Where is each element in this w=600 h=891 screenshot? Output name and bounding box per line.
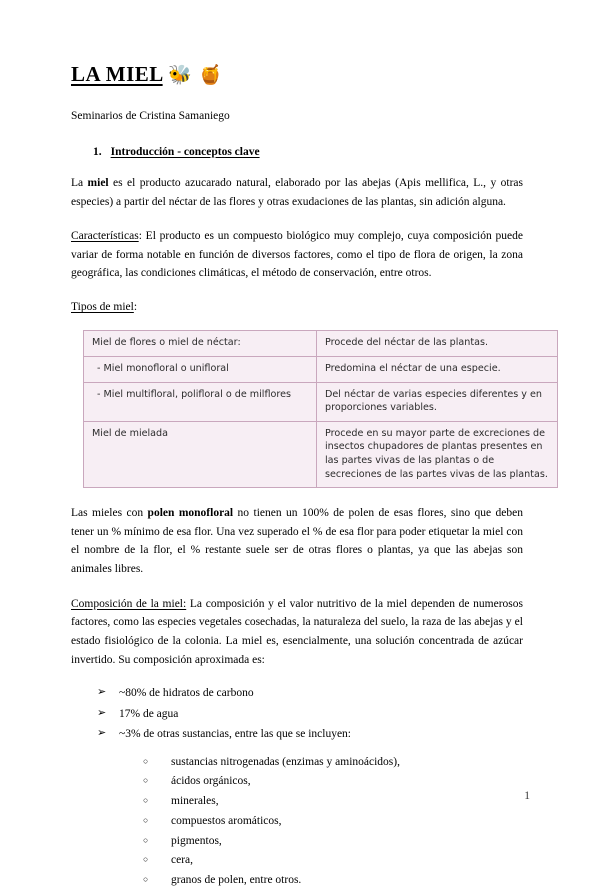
paragraph-composicion <box>71 579 523 670</box>
list-item-label: granos de polen, entre otros. <box>171 874 302 887</box>
list-item <box>71 724 523 744</box>
list-item <box>71 704 523 724</box>
polen-text-1: Las mieles con <box>71 507 148 520</box>
arrow-bullet-icon: ➢ <box>97 706 107 719</box>
table-cell-description: Predomina el néctar de una especie. <box>317 356 558 382</box>
list-item <box>71 832 523 852</box>
table-row <box>84 356 558 382</box>
document-subtitle: Seminarios de Cristina Samaniego <box>71 109 230 122</box>
list-item <box>71 772 523 792</box>
table-cell-description: Procede en su mayor parte de excreciones de insectos chupadores de plantas presentes en las partes vivas de las plantas o de secreciones de las partes vivas de las plantas. <box>317 421 558 487</box>
arrow-bullet-icon: ➢ <box>97 727 107 740</box>
polen-text-2: no tienen un 100% de polen de esas flores, sino que deben tener un % mínimo de esa flor. Una vez superado el % de esa flor para poder etiquetar la miel con el nombre de la flor, el % restante suele ser de otras flores o plantas, ya que las abejas son animales libres. <box>71 507 524 576</box>
table-row <box>84 382 558 421</box>
page-title-text: LA MIEL <box>71 62 163 86</box>
table-row <box>84 331 558 357</box>
list-item-label: ~3% de otras sustancias, entre las que se incluyen: <box>119 728 351 741</box>
definition-text-2: es el producto azucarado natural, elaborado por las abejas (Apis mellifica, L., y otras especies) a partir del néctar de las flores y otras exudaciones de las plantas, sin adición alguna. <box>71 176 523 208</box>
circle-bullet-icon: ○ <box>143 834 149 845</box>
substances-list <box>71 745 523 891</box>
table-row <box>84 421 558 487</box>
caracteristicas-text: : El producto es un compuesto biológico muy complejo, cuya composición puede variar de forma notable en función de diversos factores, como el tipo de flora de origen, la zona geográfica, las condiciones climáticas, el método de conservación, entre otros. <box>71 230 523 280</box>
table-cell-type: - Miel multifloral, polifloral o de milflores <box>84 382 317 421</box>
table-cell-type: Miel de flores o miel de néctar: <box>84 331 317 357</box>
list-item <box>71 851 523 871</box>
list-item-label: sustancias nitrogenadas (enzimas y aminoácidos), <box>171 755 400 768</box>
list-item-label: pigmentos, <box>171 834 222 847</box>
circle-bullet-icon: ○ <box>143 874 149 885</box>
definition-keyword: miel <box>87 176 109 189</box>
paragraph-definition <box>71 158 523 211</box>
list-item <box>71 871 523 891</box>
arrow-bullet-icon: ➢ <box>97 686 107 699</box>
document-content <box>71 0 548 891</box>
paragraph-caracteristicas <box>71 211 523 283</box>
list-item-label: ~80% de hidratos de carbono <box>119 687 254 700</box>
honey-types-table <box>83 330 558 488</box>
circle-bullet-icon: ○ <box>143 795 149 806</box>
list-item-label: ácidos orgánicos, <box>171 775 251 788</box>
page-title <box>71 0 523 87</box>
table-cell-description: Del néctar de varias especies diferentes y en proporciones variables. <box>317 382 558 421</box>
composicion-text: La composición y el valor nutritivo de la miel dependen de numerosos factores, como las especies vegetales cosechadas, la naturaleza del suelo, la raza de las abejas y el estado fisiológico de la colonia. La miel es, esencialmente, una solución concentrada de azúcar invertido. Su composición aproximada es: <box>71 597 524 666</box>
page-number: 1 <box>524 790 530 802</box>
section-number: 1. <box>93 145 102 158</box>
polen-keyword: polen monofloral <box>147 507 234 520</box>
circle-bullet-icon: ○ <box>143 755 149 766</box>
tipos-colon: : <box>133 301 138 314</box>
honey-types-table-wrapper <box>71 316 548 488</box>
caracteristicas-label: Características <box>71 230 139 243</box>
list-item-label: compuestos aromáticos, <box>171 814 282 827</box>
list-item <box>71 812 523 832</box>
list-item <box>71 683 523 703</box>
list-item <box>71 753 523 773</box>
table-cell-type: - Miel monofloral o unifloral <box>84 356 317 382</box>
circle-bullet-icon: ○ <box>143 854 149 865</box>
list-item-label: cera, <box>171 854 194 867</box>
tipos-label: Tipos de miel <box>71 301 134 314</box>
composition-list <box>71 669 523 744</box>
paragraph-tipos-label <box>71 283 523 316</box>
composicion-label: Composición de la miel: <box>71 597 187 610</box>
paragraph-polen-monofloral <box>71 488 523 579</box>
section-heading <box>71 124 523 158</box>
definition-text-1: La <box>71 176 88 189</box>
list-item <box>71 792 523 812</box>
circle-bullet-icon: ○ <box>143 814 149 825</box>
list-item-label: 17% de agua <box>119 707 179 720</box>
circle-bullet-icon: ○ <box>143 775 149 786</box>
table-cell-description: Procede del néctar de las plantas. <box>317 331 558 357</box>
list-item-label: minerales, <box>171 795 219 808</box>
bee-honey-emoji: 🐝 🍯 <box>168 65 224 86</box>
table-cell-type: Miel de mielada <box>84 421 317 487</box>
section-title: Introducción - conceptos clave <box>110 145 260 158</box>
